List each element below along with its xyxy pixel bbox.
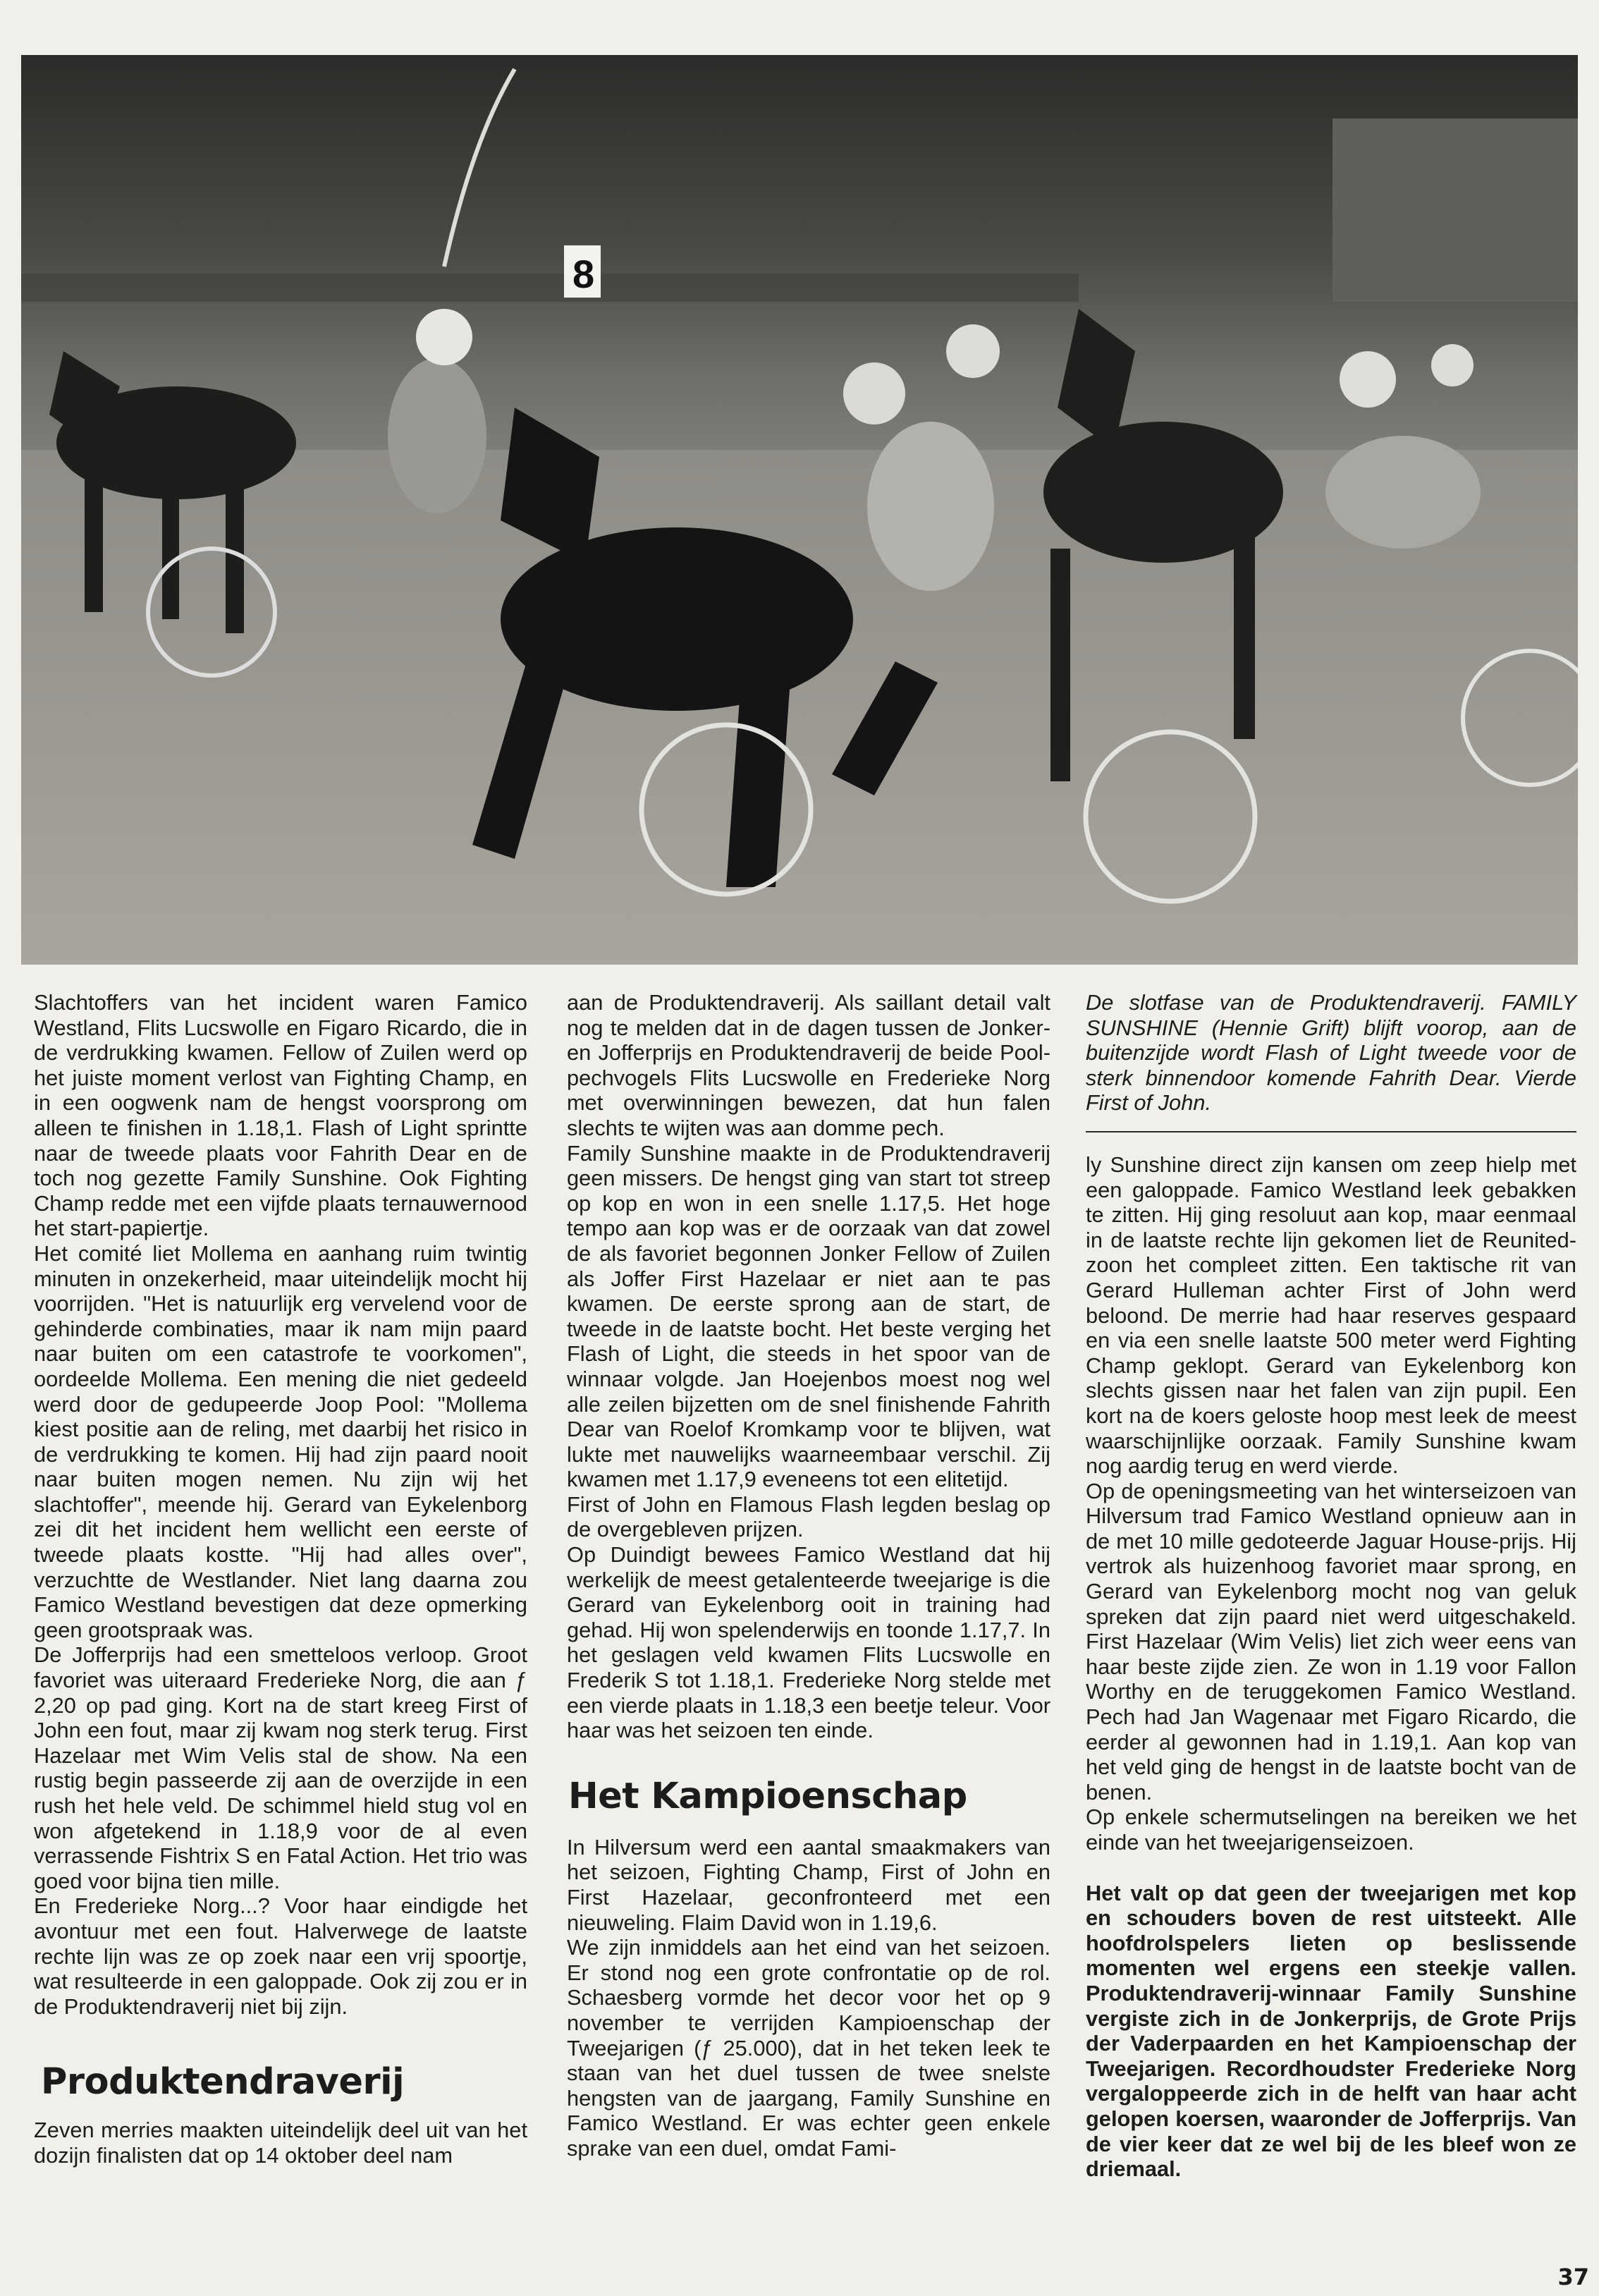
horse-number-card: 8 <box>572 252 595 296</box>
paragraph: Zeven merries maakten uiteindelijk deel uit van het dozijn finalisten dat op 14 oktober deel nam <box>34 2118 527 2168</box>
paragraph: De Jofferprijs had een smetteloos verloop. Groot favoriet was uiteraard Frederieke Norg, die aan ƒ 2,20 op pad ging. Kort na de start kreeg First of John een fout, maar zij kwam nog sterk terug. First Hazelaar met Wim Velis stal de show. Na een rustig begin passeerde zij aan de overzijde in een rush het hele veld. De schimmel hield stug vol en won afgetekend in 1.18,9 voor de al even verrassende Fishtrix S en Fatal Action. Het trio was goed voor bijna tien mille. <box>34 1642 527 1893</box>
harness-racing-photo-icon <box>21 55 1578 965</box>
paragraph: Het comité liet Mollema en aanhang ruim twintig minuten in onzekerheid, maar uiteindelijk mocht hij voorrijden. "Het is natuurlijk erg vervelend voor de gehinderde combinaties, maar ik nam mijn paard naar buiten om een catastrofe te voorkomen", oordeelde Mollema. Een mening die niet gedeeld werd door de gedupeerde Joop Pool: "Mollema kiest positie aan de reling, met daarbij het risico in de verdrukking te komen. Hij had zijn paard nooit naar buiten mogen nemen. Nu zijn wij het slachtoffer", meende hij. Gerard van Eykelenborg zei dit het incident hem wellicht een eerste of tweede plaats kostte. "Hij had alles over", verzuchtte de Westlander. Niet lang daarna zou Famico Westland bevestigen dat deze opmerking geen grootspraak was. <box>34 1240 527 1642</box>
paragraph: Family Sunshine maakte in de Produktendraverij geen missers. De hengst ging van start tot streep op kop en won in een snelle 1.17,5. Het hoge tempo aan kop was er de oorzaak van dat zowel de als favoriet begonnen Jonker Fellow of Zuilen als Joffer First Hazelaar er niet aan te pas kwamen. De eerste sprong aan de start, de tweede in de laatste bocht. Het beste verging het Flash of Light, die steeds in het spoor van de winnaar volgde. Jan Hoejenbos moest nog wel alle zeilen bijzetten om de snel finishende Fahrith Dear van Roelof Kromkamp voor te blijven, wat lukte met nauwelijks waarneembaar verschil. Zij kwamen met 1.17,9 eveneens tot een elitetijd. <box>567 1140 1050 1492</box>
paragraph: aan de Produktendraverij. Als saillant detail valt nog te melden dat in de dagen tussen de Jonker- en Jofferprijs en Produktendraverij de beide Pool-pechvogels Flits Lucswolle en Frederieke Norg met overwinningen bewezen, dat hun falen slechts te wijten was aan domme pech. <box>567 990 1050 1140</box>
paragraph: Op Duindigt bewees Famico Westland dat hij werkelijk de meest getalenteerde tweejarige is die Gerard van Eykelenborg ooit in training had gehad. Hij won spelenderwijs en toonde 1.17,7. In het geslagen veld kwamen Flits Lucswolle en Frederik S tot 1.18,1. Frederieke Norg stelde met een vierde plaats in 1.18,3 een beetje teleur. Voor haar was het seizoen ten einde. <box>567 1542 1050 1743</box>
paragraph: Op enkele schermutselingen na bereiken we het einde van het tweejarigenseizoen. <box>1086 1805 1576 1855</box>
race-photo <box>21 55 1578 965</box>
column-3 <box>1086 990 1576 2182</box>
column-2 <box>567 990 1050 2161</box>
paragraph: En Frederieke Norg...? Voor haar eindigde het avontuur met een fout. Halverwege de laatste rechte lijn was ze op zoek naar een vrij spoortje, wat resulteerde in een galoppade. Ook zij zou er in de Produktendraverij niet bij zijn. <box>34 1893 527 2019</box>
paragraph: ly Sunshine direct zijn kansen om zeep hielp met een galoppade. Famico Westland leek gebakken te zitten. Hij ging resoluut aan kop, maar eenmaal in de laatste rechte lijn gekomen liet de Reunited-zoon het compleet zitten. Een taktische rit van Gerard Hulleman achter First of John werd beloond. De merrie had haar reserves gespaard en via een snelle laatste 500 meter werd Fighting Champ geklopt. Gerard van Eykelenborg kon slechts gissen naar het falen van zijn pupil. Een kort na de koers geloste hoop mest leek de meest waarschijnlijke oorzaak. Family Sunshine kwam nog aardig terug en werd vierde. <box>1086 1152 1576 1479</box>
section-heading-kampioenschap: Het Kampioenschap <box>568 1775 967 1817</box>
paragraph: First of John en Flamous Flash legden beslag op de overgebleven prijzen. <box>567 1491 1050 1542</box>
section-heading-produktendraverij: Produktendraverij <box>41 2061 405 2103</box>
photo-caption: De slotfase van de Produktendraverij. FAMILY SUNSHINE (Hennie Grift) blijft voorop, aan de buitenzijde wordt Flash of Light tweede voor de sterk binnendoor komende Fahrith Dear. Vierde First of John. <box>1086 990 1576 1116</box>
divider <box>1086 1131 1576 1132</box>
paragraph: We zijn inmiddels aan het eind van het seizoen. Er stond nog een grote confrontatie op de rol. Schaesberg vormde het decor voor het op 9 november te verrijden Kampioenschap der Tweejarigen (ƒ 25.000), dat in het teken leek te staan van het duel tussen de twee snelste hengsten van de jaargang, Family Sunshine en Famico Westland. Er was echter geen enkele sprake van een duel, omdat Fami- <box>567 1935 1050 2161</box>
column-1 <box>34 990 527 2168</box>
summary-paragraph: Het valt op dat geen der tweejarigen met kop en schouders boven de rest uitsteekt. Alle hoofdrolspelers lieten op beslissende momenten wel ergens een steekje vallen. Produktendraverij-winnaar Family Sunshine vergiste zich in de Jonkerprijs, de Grote Prijs der Vaderpaarden en het Kampioenschap der Tweejarigen. Recordhoudster Frederieke Norg vergaloppeerde zich in de helft van haar acht gelopen koersen, waaronder de Jofferprijs. Van de vier keer dat ze wel bij de les bleef won ze driemaal. <box>1086 1880 1576 2182</box>
paragraph: In Hilversum werd een aantal smaakmakers van het seizoen, Fighting Champ, First of John en First Hazelaar, geconfronteerd met een nieuweling. Flaim David won in 1.19,6. <box>567 1834 1050 1935</box>
paragraph: Op de openingsmeeting van het winterseizoen van Hilversum trad Famico Westland opnieuw aan in de met 10 mille gedoteerde Jaguar House-prijs. Hij vertrok als huizenhoog favoriet maar sprong, en Gerard van Eykelenborg mocht nog van geluk spreken dat zijn paard niet werd uitgeschakeld. First Hazelaar (Wim Velis) liet zich weer eens van haar beste zijde zien. Ze won in 1.19 voor Fallon Worthy en de teruggekomen Famico Westland. Pech had Jan Wagenaar met Figaro Ricardo, die eerder al gewonnen had in 1.19,1. Aan kop van het veld ging de hengst in de laatste bocht van de benen. <box>1086 1478 1576 1805</box>
page-number: 37 <box>1557 2264 1589 2290</box>
paragraph: Slachtoffers van het incident waren Famico Westland, Flits Lucswolle en Figaro Ricardo, die in de verdrukking kwamen. Fellow of Zuilen werd op het juiste moment verlost van Fighting Champ, en in een oogwenk nam de hengst voorsprong om alleen te finishen in 1.18,1. Flash of Light sprintte naar de tweede plaats voor Fahrith Dear en de toch nog gezette Family Sunshine. Ook Fighting Champ redde met een vijfde plaats ternauwernood het start-papiertje. <box>34 990 527 1241</box>
